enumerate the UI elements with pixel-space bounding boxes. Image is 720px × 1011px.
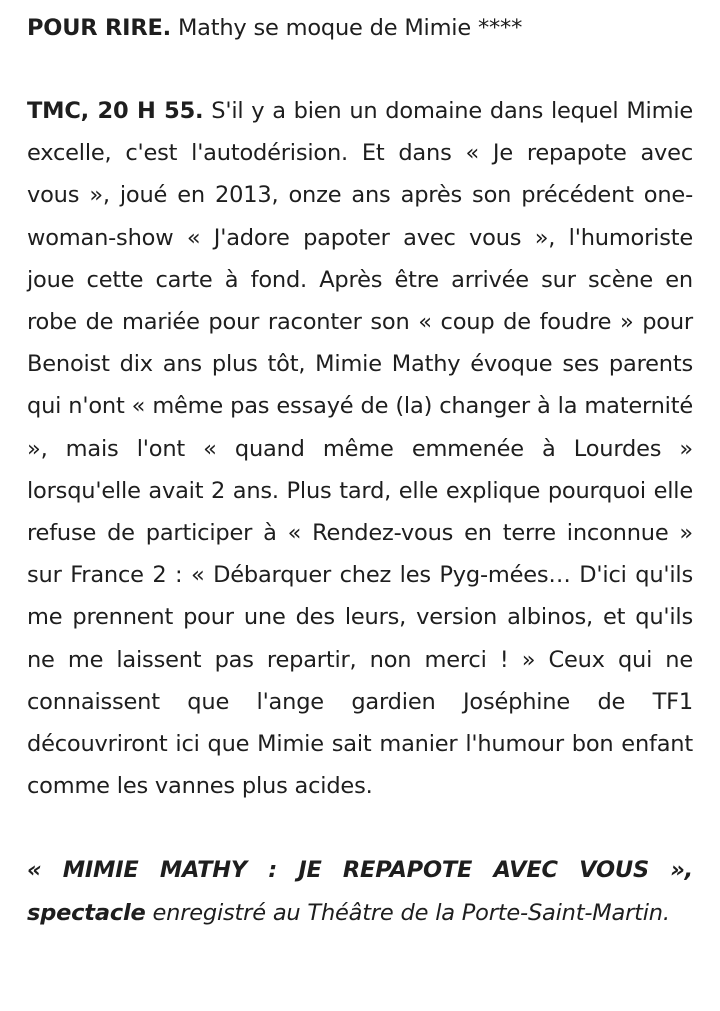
show-title: « MIMIE MATHY : JE REPAPOTE AVEC VOUS », xyxy=(27,857,693,884)
article xyxy=(27,8,693,934)
show-kind: spectacle xyxy=(27,899,146,926)
headline-title: Mathy se moque de Mimie xyxy=(177,15,471,41)
headline xyxy=(27,8,693,48)
body-text: S'il y a bien un domaine dans lequel Mimie excelle, c'est l'autodérision. Et dans « Je repapote avec vous », joué en 2013, onze ans après son précédent one-woman-show « J'adore papoter avec vous », l'humoriste joue cette carte à fond. Après être arrivée sur scène en robe de mariée pour raconter son « coup de foudre » pour Benoist dix ans plus tôt, Mimie Mathy évoque ses parents qui n'ont « même pas essayé de (la) changer à la maternité », mais l'ont « quand même emmenée à Lourdes » lorsqu'elle avait 2 ans. Plus tard, elle explique pourquoi elle refuse de participer à « Rendez-vous en terre inconnue » sur France 2 : « Débarquer chez les Pyg-mées… D'ici qu'ils me prennent pour une des leurs, version albinos, et qu'ils ne me laissent pas repartir, non merci ! » Ceux qui ne connaissent que l'ange gardien Joséphine de TF1 découvriront ici que Mimie sait manier l'humour bon enfant comme les vannes plus acides. xyxy=(27,98,694,800)
article-body xyxy=(27,90,693,807)
show-details: enregistré au Théâtre de la Porte-Saint-Martin. xyxy=(152,899,670,926)
headline-rating: **** xyxy=(477,15,523,41)
headline-lead: POUR RIRE. xyxy=(27,15,171,41)
show-credits xyxy=(27,849,693,933)
dateline: TMC, 20 H 55. xyxy=(27,98,204,124)
